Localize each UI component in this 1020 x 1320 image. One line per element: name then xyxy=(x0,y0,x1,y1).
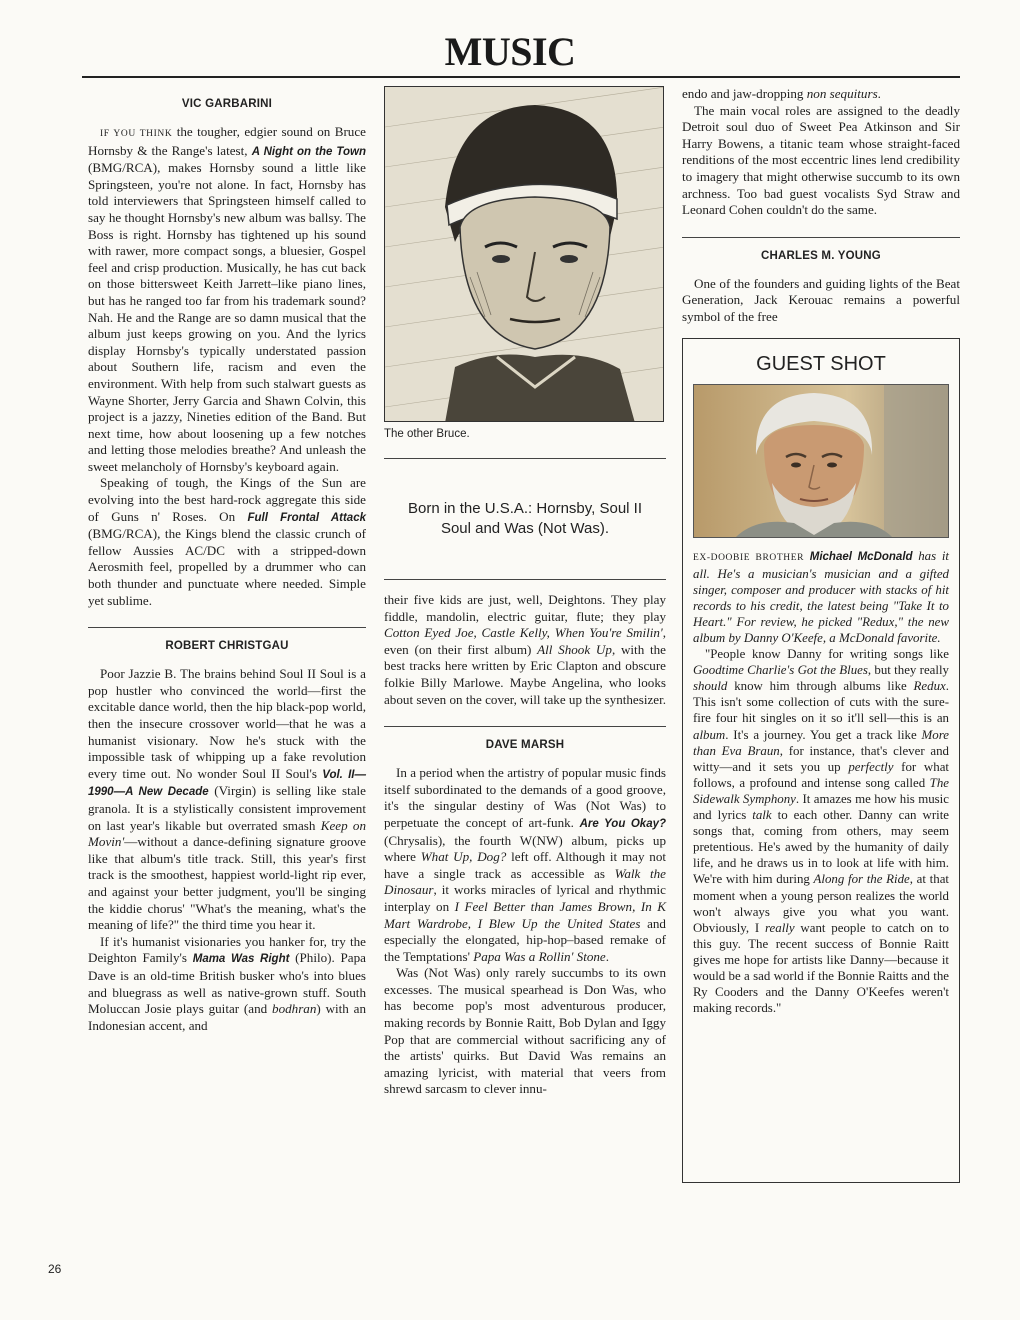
review-hornsby: IF YOU THINK the tougher, edgier sound on Bruce Hornsby & the Range's latest, A Night on the Town (BMG/RCA), makes Hornsby sound a little like Springsteen, you're not alone. In fact, Hornsby has told interviewers that Springsteen himself called to say he thought Hornsby's new album was ballsy. The Boss is right. Hornsby has tightened up his sound with rawer, more compact songs, a bluesier, Gospel feel and crisp production. Musically, he has cut back on those bittersweet Keith Jarrett–like piano lines, but has he ranged too far from his trademark sound? Nah. He and the Range are so damn musical that the album just keeps growing on you. And the lyrics display Hornsby's typically understated passion about Southern life, racism and even the environment. With help from such stalwart guests as Wayne Shorter, Jerry Garcia and Shawn Colvin, this project is a jazzy, Nineties edition of the Band. But next time, how about loosening up a few notches and letting those melodies breathe? And unleash the sweet melancholy of Hornsby's keyboard again. xyxy=(88,124,366,474)
review-soul-ii-soul: Poor Jazzie B. The brains behind Soul II Soul is a pop hustler who convinced the world—first the excitable dance world, then the hip black-pop world, then the insecure crossover world—that he was a humanist visionary. Now he's stuck with the impossible task of whipping up a fake revolution every time out. No wonder Soul II Soul's Vol. II—1990—A New Decade (Virgin) is selling like stale granola. It is a stylistically consistent improvement on last year's likable but overrated smash Keep on Movin'—without a dance-defining signature groove like that album's title track. Still, this year's first track is the smoothest, happiest world-light rip ever, and against your better judgment, you'll be singing the kiddie chorus' "What's the meaning, what's the meaning of life?" the third time you hear it. xyxy=(88,666,366,933)
column-right xyxy=(682,86,960,1183)
section-divider xyxy=(88,627,366,628)
byline-robert-christgau: ROBERT CHRISTGAU xyxy=(165,640,289,653)
pullquote-rule-top xyxy=(384,458,666,459)
review-was-not-was-cont: endo and jaw-dropping non sequiturs. xyxy=(682,86,881,101)
column-left xyxy=(88,86,366,1034)
section-divider xyxy=(384,726,666,727)
hornsby-illustration xyxy=(384,86,664,422)
guest-shot-box xyxy=(682,338,960,1183)
guest-photo xyxy=(693,384,949,538)
section-title: MUSIC xyxy=(444,29,576,74)
page-header xyxy=(0,28,1020,75)
review-was-not-was: In a period when the artistry of popular music finds itself subordinated to the demands of a good groove, it's the singular destiny of Was (Not Was) to perpetuate the concept of art-funk. Are You Okay? (Chrysalis), the fourth W(NW) album, picks up where What Up, Dog? left off. Although it may not have a single track as accessible as Walk the Dinosaur, it works miracles of lyrical and rhythmic interplay on I Feel Better than James Brown, In K Mart Wardrobe, I Blew Up the United States and especially the elongated, hip-hop–based remake of the Temptations' Papa Was a Rollin' Stone. xyxy=(384,765,667,964)
column-middle xyxy=(384,86,666,1098)
byline-dave-marsh: DAVE MARSH xyxy=(485,739,565,752)
review-was-not-was-3: The main vocal roles are assigned to the deadly Detroit soul duo of Sweet Pea Atkinson and Sir Harry Bowens, a titanic team whose straight-faced renditions of the most eccentric lines lend credibility to imagery that might otherwise succumb to its own archness. Too bad guest vocalists Syd Straw and Leonard Cohen couldn't do the same. xyxy=(682,102,960,218)
review-deighton-family-cont: their five kids are just, well, Deightons. They play fiddle, mandolin, electric guitar, flute; they play Cotton Eyed Joe, Castle Kelly, When You're Smilin', even (on their first album) All Shook Up, with the best tracks here written by Eric Clapton and obscure folkie Billy Marlowe. Maybe Angelina, who looks about seven on the cover, will take up the synthesizer. xyxy=(384,592,667,707)
photo-caption: The other Bruce. xyxy=(384,428,470,440)
header-rule xyxy=(82,76,960,78)
guest-quote: "People know Danny for writing songs like Goodtime Charlie's Got the Blues, but they really should know him through albums like Redux. This isn't some collection of cuts with the sure-fire four hit singles on it so it'll sell—this is an album. It's a journey. You get a track like More than Eva Braun, for instance, that's clever and witty—and it sets you up perfectly for what follows, a profound and intense song called The Sidewalk Symphony. It amazes me how his music and lyrics talk to each other. Danny can write songs that, coming from others, may seem pretentious. He's awed by the humanity of daily life, and he draws us in to look at life with him. We're with him during Along for the Ride, at that moment when a young person realizes the world won't always give you what you want. Obviously, I really want people to catch on to this guy. The recent success of Bonnie Raitt gives me hope for artists like Danny—because it would be a sad world if the Bonnie Raitts and the Ry Cooders and the Danny O'Keefes weren't making records." xyxy=(693,647,950,1016)
review-kerouac: One of the founders and guiding lights of the Beat Generation, Jack Kerouac remains a powerful symbol of the free xyxy=(682,275,960,324)
review-was-not-was-2: Was (Not Was) only rarely succumbs to its own excesses. The musical spearhead is Don Was, who has become pop's most adventurous producer, making records by Bonnie Raitt, Bob Dylan and Iggy Pop that are commercial without sacrificing any of the artists' quirks. But David Was remains an amazing lyricist, with material that veers from shrewd sarcasm to clever innu- xyxy=(384,965,666,1097)
portrait-photo xyxy=(694,385,949,538)
byline-charles-m-young: CHARLES M. YOUNG xyxy=(761,249,881,262)
portrait-drawing xyxy=(385,87,664,422)
page-number: 26 xyxy=(48,1262,62,1276)
pullquote: Born in the U.S.A.: Hornsby, Soul II Soul and Was (Not Was). xyxy=(408,500,642,537)
review-kings-of-the-sun: Speaking of tough, the Kings of the Sun are evolving into the best hard-rock aggregate this side of Guns n' Roses. On Full Frontal Attack (BMG/RCA), the Kings blend the classic crunch of fellow Aussies AC/DC with a stripped-down Aerosmith feel, propelled by a drummer who can both thunder and punctuate where needed. Simple yet sublime. xyxy=(88,475,366,608)
section-divider xyxy=(682,237,960,238)
guest-shot-title: GUEST SHOT xyxy=(756,352,886,375)
review-deighton-family: If it's humanist visionaries you hanker for, try the Deighton Family's Mama Was Right (Philo). Papa Dave is an old-time British busker who's into blues and bluegrass as well as native-grown stuff. South Moluccan Josie plays guitar (and bodhran) with an Indonesian accent, and xyxy=(88,933,367,1033)
pullquote-rule-bottom xyxy=(384,579,666,580)
guest-intro: EX-DOOBIE BROTHER Michael McDonald has it all. He's a musician's musician and a gifted singer, composer and producer with stacks of hit records to his credit, the latest being "Take It to Heart." For review, he picked "Redux," the new album by Danny O'Keefe, a McDonald favorite. xyxy=(693,548,949,645)
byline-vic-garbarini: VIC GARBARINI xyxy=(181,98,273,110)
